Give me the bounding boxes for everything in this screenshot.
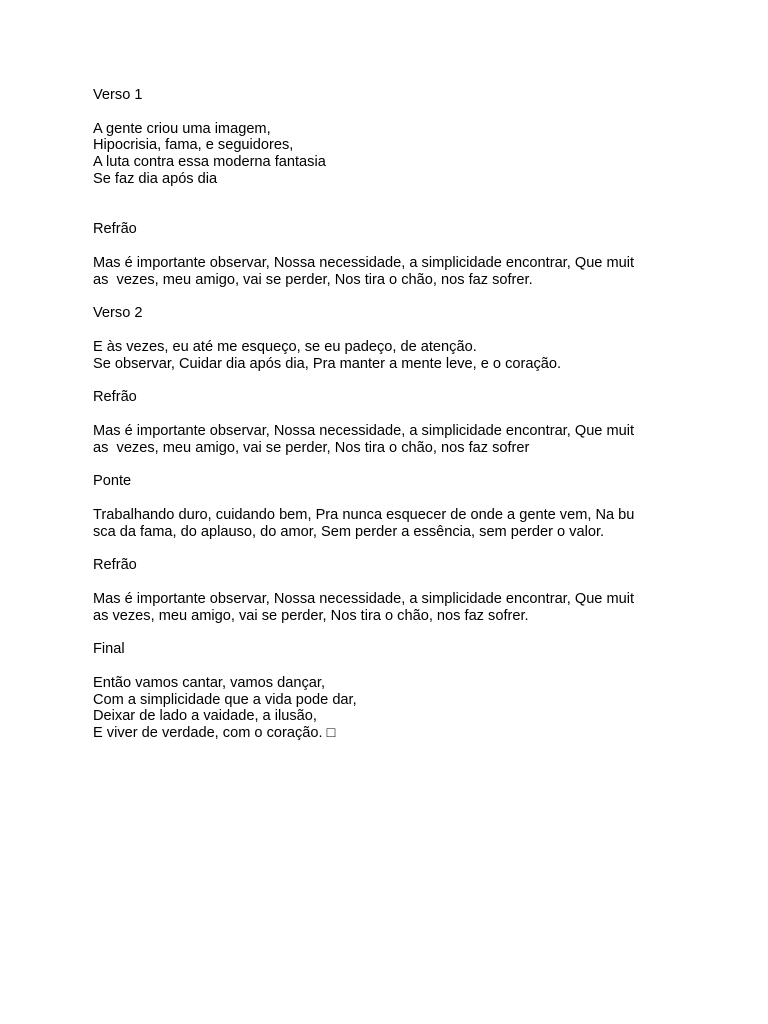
text-line: Verso 2 — [93, 305, 143, 322]
text-line: Hipocrisia, fama, e seguidores, — [93, 137, 294, 154]
text-line: as vezes, meu amigo, vai se perder, Nos tira o chão, nos faz sofrer. — [93, 271, 533, 288]
text-line: A luta contra essa moderna fantasia — [93, 154, 326, 171]
text-line: Se observar, Cuidar dia após dia, Pra manter a mente leve, e o coração. — [93, 355, 562, 372]
text-line: Ponte — [93, 473, 132, 490]
text-line: sca da fama, do aplauso, do amor, Sem perder a essência, sem perder o valor. — [93, 523, 605, 540]
blank-line — [93, 658, 673, 675]
text-line: E viver de verdade, com o coração. □ — [93, 725, 336, 742]
blank-line — [93, 238, 673, 255]
text-line: as vezes, meu amigo, vai se perder, Nos tira o chão, nos faz sofrer. — [93, 607, 529, 624]
text-line: E às vezes, eu até me esqueço, se eu padeço, de atenção. — [93, 338, 477, 355]
text-line: Mas é importante observar, Nossa necessidade, a simplicidade encontrar, Que muit — [93, 590, 635, 607]
blank-line — [93, 574, 673, 591]
blank-line — [93, 373, 673, 390]
blank-line — [93, 322, 673, 339]
text-line: Mas é importante observar, Nossa necessidade, a simplicidade encontrar, Que muit — [93, 422, 635, 439]
blank-line — [93, 205, 673, 222]
blank-line — [93, 289, 673, 306]
blank-line — [93, 406, 673, 423]
blank-line — [93, 104, 673, 121]
text-line: as vezes, meu amigo, vai se perder, Nos tira o chão, nos faz sofrer — [93, 439, 530, 456]
blank-line — [93, 188, 673, 205]
text-line: Mas é importante observar, Nossa necessidade, a simplicidade encontrar, Que muit — [93, 254, 635, 271]
blank-line — [93, 490, 673, 507]
text-line: Deixar de lado a vaidade, a ilusão, — [93, 708, 317, 725]
blank-line — [93, 541, 673, 558]
text-line: Refrão — [93, 557, 137, 574]
lyrics-text-block — [93, 87, 673, 742]
text-line: A gente criou uma imagem, — [93, 120, 271, 137]
blank-line — [93, 625, 673, 642]
text-line: Refrão — [93, 221, 137, 238]
text-line: Trabalhando duro, cuidando bem, Pra nunca esquecer de onde a gente vem, Na bu — [93, 506, 635, 523]
text-line: Verso 1 — [93, 87, 143, 103]
text-line: Então vamos cantar, vamos dançar, — [93, 674, 326, 691]
text-line: Com a simplicidade que a vida pode dar, — [93, 691, 357, 708]
text-line: Se faz dia após dia — [93, 170, 218, 187]
text-line: Refrão — [93, 389, 137, 406]
text-line: Final — [93, 641, 125, 658]
blank-line — [93, 457, 673, 474]
